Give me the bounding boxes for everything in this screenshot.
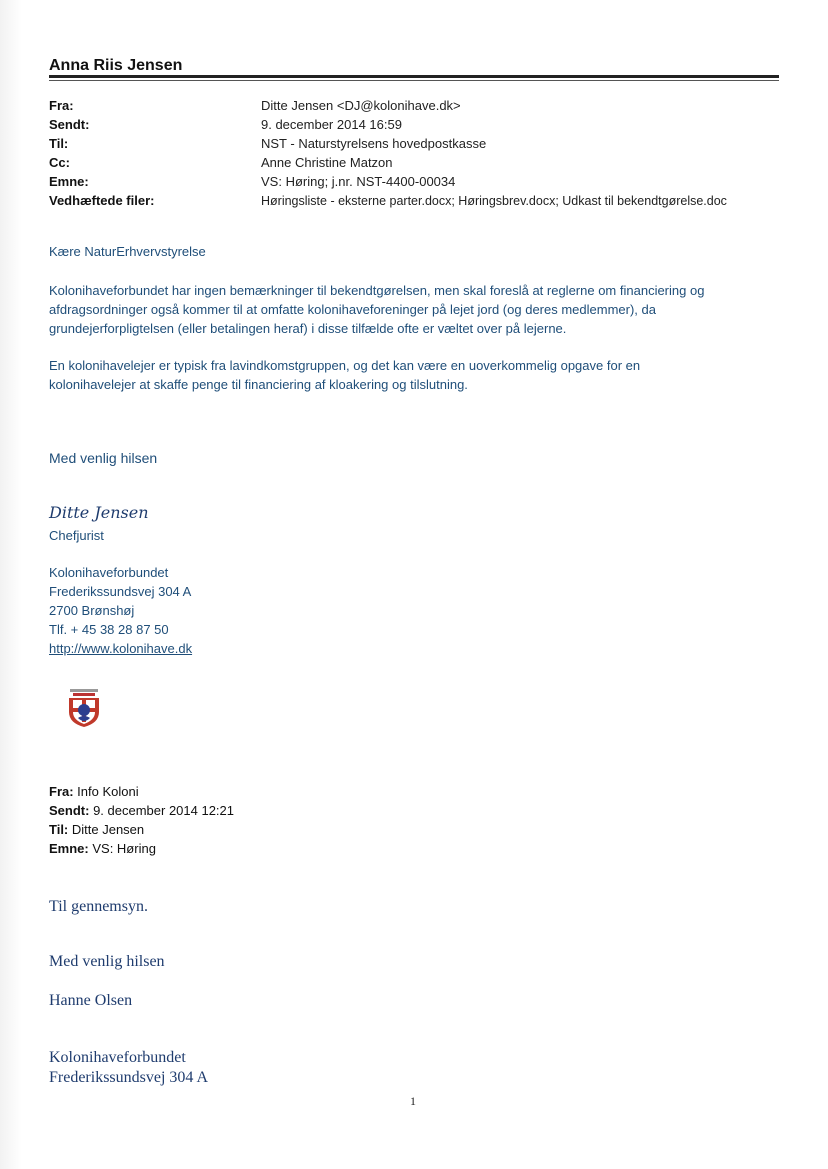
header-rule-thin: [49, 80, 779, 81]
cc-value: Anne Christine Matzon: [261, 155, 393, 170]
fwd-org-block: [49, 1048, 208, 1088]
signature-street: Frederikssundsvej 304 A: [49, 584, 192, 599]
fwd-sent-label: Sendt:: [49, 803, 90, 818]
to-label: Til:: [49, 136, 69, 151]
attachments-value: Høringsliste - eksterne parter.docx; Høringsbrev.docx; Udkast til bekendtgørelse.doc: [261, 194, 727, 208]
header-row-to: [49, 134, 727, 153]
header-row-sent: [49, 115, 727, 134]
fwd-subject-label: Emne:: [49, 841, 89, 856]
signature-website-link[interactable]: http://www.kolonihave.dk: [49, 641, 193, 656]
fwd-subject-value: VS: Høring: [88, 841, 156, 856]
mailbox-owner: Anna Riis Jensen: [49, 57, 183, 74]
forwarded-header: [49, 782, 234, 858]
signature-block: [49, 563, 789, 658]
fwd-message: Til gennemsyn.: [49, 898, 148, 915]
greeting: Kære NaturErhvervstyrelse: [49, 244, 206, 259]
paragraph-1-line: grundejerforpligtelsen (eller betalingen heraf) i disse tilfælde ofte er væltet over på lejerne.: [49, 321, 567, 336]
fwd-to-value: Ditte Jensen: [68, 822, 145, 837]
header-rule: [49, 75, 779, 78]
fwd-row-from: [49, 782, 234, 801]
signature-phone: Tlf. + 45 38 28 87 50: [49, 622, 169, 637]
sent-value: 9. december 2014 16:59: [261, 117, 402, 132]
to-value: NST - Naturstyrelsens hovedpostkasse: [261, 136, 487, 151]
fwd-row-to: [49, 820, 234, 839]
sent-label: Sendt:: [49, 117, 90, 132]
fwd-to-label: Til:: [49, 822, 69, 837]
subject-label: Emne:: [49, 174, 89, 189]
fwd-row-subject: [49, 839, 234, 858]
paragraph-1: [49, 281, 789, 338]
paragraph-2: [49, 356, 789, 394]
signature-city: 2700 Brønshøj: [49, 603, 135, 618]
fwd-street: Frederikssundsvej 304 A: [49, 1069, 209, 1086]
attachments-label: Vedhæftede filer:: [49, 193, 155, 208]
fwd-sender: Hanne Olsen: [49, 992, 133, 1009]
closing: Med venlig hilsen: [49, 450, 158, 466]
header-row-from: [49, 96, 727, 115]
signature-title: Chefjurist: [49, 528, 104, 543]
paragraph-2-line: kolonihavelejer at skaffe penge til financiering af kloakering og tilslutning.: [49, 377, 468, 392]
kolonihaveforbundet-crest-icon: [64, 688, 104, 728]
signature-org: Kolonihaveforbundet: [49, 565, 169, 580]
subject-value: VS: Høring; j.nr. NST-4400-00034: [261, 174, 456, 189]
fwd-from-label: Fra:: [49, 784, 74, 799]
fwd-org: Kolonihaveforbundet: [49, 1049, 186, 1066]
header-row-subject: [49, 172, 727, 191]
paragraph-1-line: Kolonihaveforbundet har ingen bemærkninger til bekendtgørelsen, men skal foreslå at reglerne om financiering og: [49, 283, 705, 298]
fwd-row-sent: [49, 801, 234, 820]
cc-label: Cc:: [49, 155, 70, 170]
from-label: Fra:: [49, 98, 74, 113]
fwd-from-value: Info Koloni: [73, 784, 139, 799]
header-row-attachments: [49, 191, 727, 210]
paragraph-2-line: En kolonihavelejer er typisk fra lavindkomstgruppen, og det kan være en uoverkommelig opgave for en: [49, 358, 641, 373]
signature-name: Ditte Jensen: [49, 503, 149, 522]
fwd-sent-value: 9. december 2014 12:21: [89, 803, 235, 818]
paragraph-1-line: afdragsordninger også kommer til at omfatte kolonihaveforeninger på lejet jord (og deres medlemmer), da: [49, 302, 656, 317]
fwd-closing: Med venlig hilsen: [49, 953, 165, 970]
from-value: Ditte Jensen <DJ@kolonihave.dk>: [261, 98, 461, 113]
scan-edge-shadow: [0, 0, 22, 1169]
email-header: [49, 96, 727, 210]
header-row-cc: [49, 153, 727, 172]
page-number: 1: [410, 1094, 416, 1108]
